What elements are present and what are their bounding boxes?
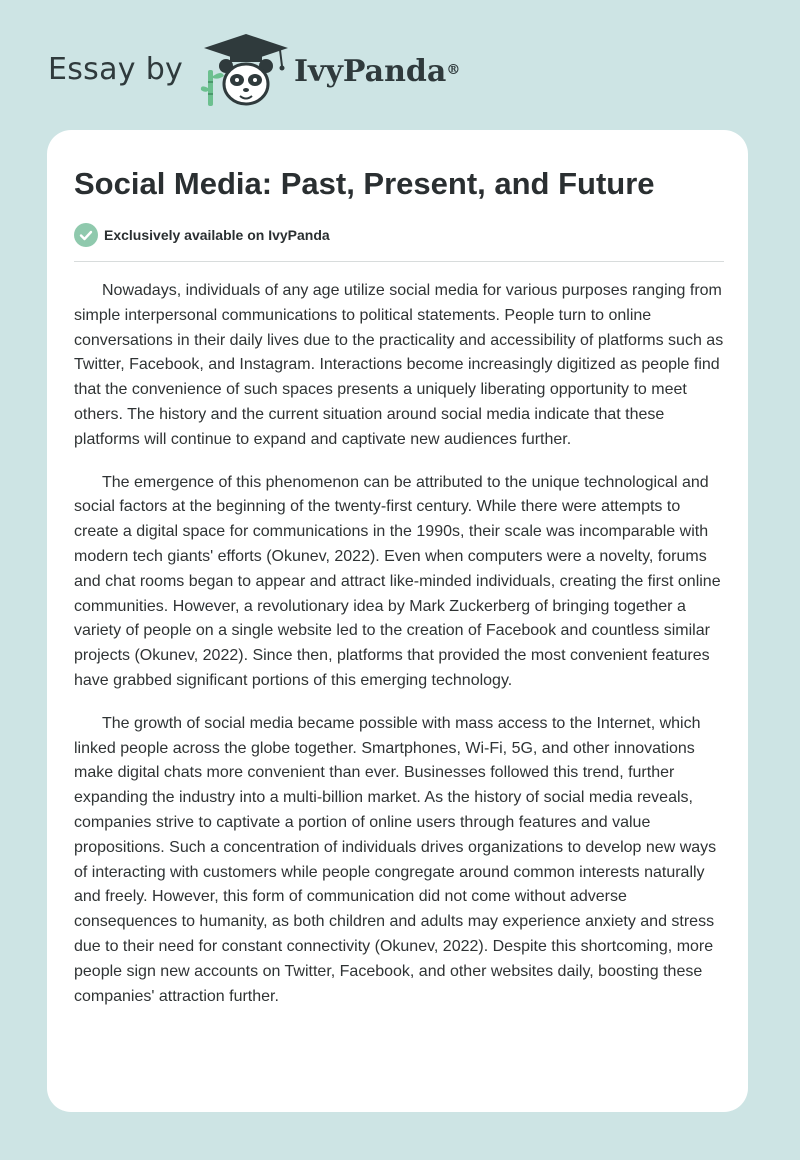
exclusive-badge: [74, 223, 330, 247]
article-card: [47, 130, 748, 1112]
page-title: Social Media: Past, Present, and Future: [74, 166, 655, 201]
article-body: [74, 279, 729, 1027]
panda-graduate-icon[interactable]: [200, 30, 292, 110]
divider: [74, 261, 724, 262]
paragraph: Nowadays, individuals of any age utilize social media for various purposes ranging from simple interpersonal communications to political statements. People turn to online conversations in their daily lives due to the practicality and accessibility of platforms such as Twitter, Facebook, and Instagram. Interactions become increasingly digitized as people find that the convenience of such spaces presents a uniquely liberating opportunity to meet others. The history and the current situation around social media indicate that these platforms will continue to expand and captivate new audiences further.: [74, 282, 724, 448]
brand-prefix: Essay by: [48, 52, 184, 87]
paragraph: The growth of social media became possible with mass access to the Internet, which linked people across the globe together. Smartphones, Wi-Fi, 5G, and other innovations make digital chats more convenient than ever. Businesses followed this trend, further expanding the industry into a multi-billion market. As the history of social media reveals, companies strive to captivate a portion of online users through features and value propositions. Such a concentration of individuals drives organizations to develop new ways of interacting with customers while people congregate around common interests naturally and freely. However, this form of communication did not come without adverse consequences to humanity, as both children and adults may experience anxiety and stress due to their need for constant connectivity (Okunev, 2022). Despite this shortcoming, more people sign new accounts on Twitter, Facebook, and other websites daily, boosting these companies' attraction further.: [74, 714, 717, 1005]
registered-mark: ®: [446, 62, 461, 78]
paragraph: The emergence of this phenomenon can be attributed to the unique technological and social factors at the beginning of the twenty-first century. While there were attempts to create a digital space for communications in the 1990s, their scale was incomparable with modern tech giants' efforts (Okunev, 2022). Even when computers were a novelty, forums and chat rooms began to appear and attract like-minded individuals, creating the first online communities. However, a revolutionary idea by Mark Zuckerberg of bringing together a variety of people on a single website led to the creation of Facebook and countless similar projects (Okunev, 2022). Since then, platforms that provided the most convenient features have grabbed significant portions of this emerging technology.: [74, 473, 721, 689]
badge-label: Exclusively available on IvyPanda: [104, 227, 330, 243]
brand-name[interactable]: IvyPanda®: [294, 54, 461, 89]
check-circle-icon: [74, 223, 98, 247]
site-header: [0, 0, 800, 130]
